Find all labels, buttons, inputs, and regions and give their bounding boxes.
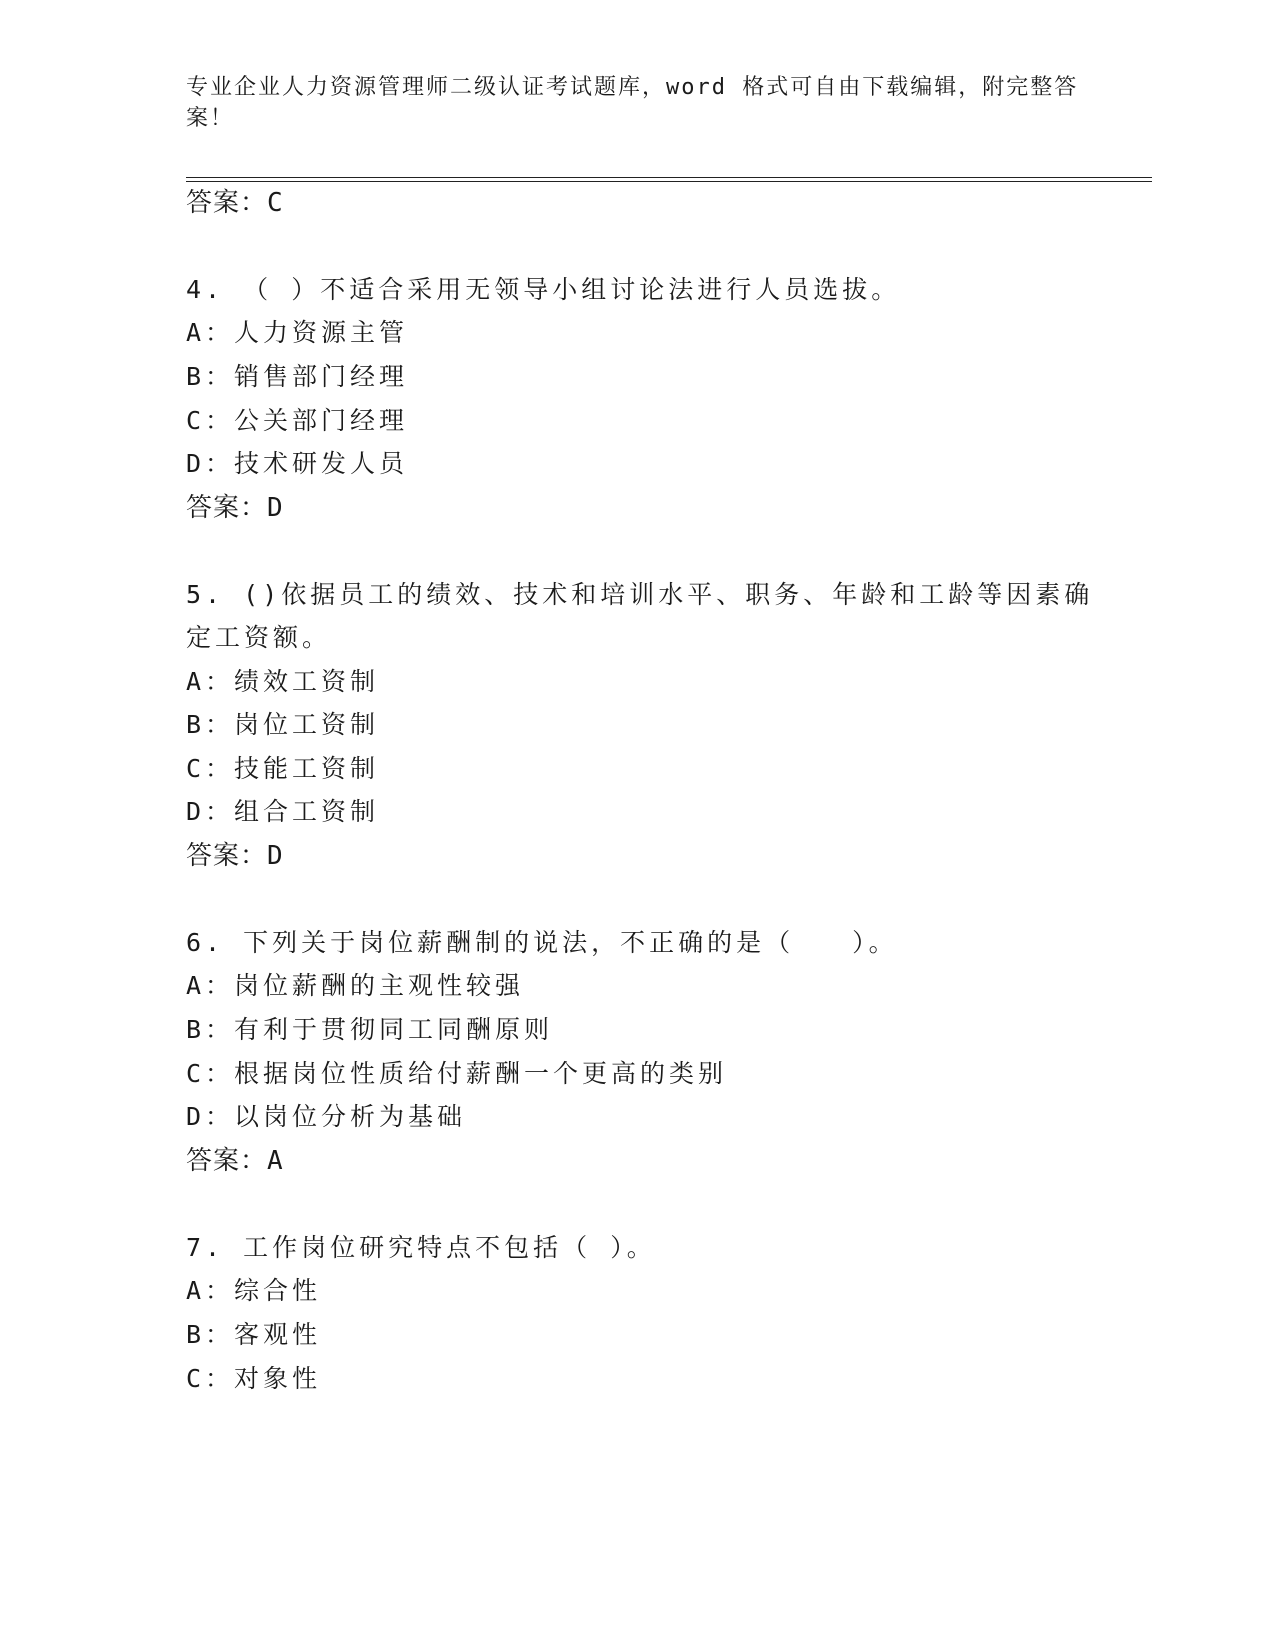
- question-6-answer: [186, 1146, 284, 1176]
- question-4-option-a: A：人力资源主管: [186, 318, 409, 347]
- question-6-option-c: C：根据岗位性质给付薪酬一个更高的类别: [186, 1059, 728, 1088]
- answer-value: A: [267, 1146, 284, 1176]
- document-header: 专业企业人力资源管理师二级认证考试题库，word 格式可自由下载编辑，附完整答案！: [186, 75, 1079, 131]
- question-7-option-b: B：客观性: [186, 1320, 322, 1349]
- answer-value: D: [267, 493, 284, 523]
- question-4-stem: 4. （ ）不适合采用无领导小组讨论法进行人员选拔。: [186, 275, 901, 304]
- question-7-option-c: C：对象性: [186, 1364, 322, 1393]
- answer-label: 答案：: [186, 841, 268, 871]
- answer-label: 答案：: [186, 1146, 268, 1176]
- question-5-option-d: D：组合工资制: [186, 797, 380, 826]
- question-5-option-a: A：绩效工资制: [186, 667, 380, 696]
- question-7-stem: 7. 工作岗位研究特点不包括（ ）。: [186, 1233, 656, 1262]
- question-5-option-c: C：技能工资制: [186, 754, 380, 783]
- question-5-stem-line-2: 定工资额。: [186, 623, 332, 652]
- answer-value: D: [267, 841, 284, 871]
- answer-label: 答案：: [186, 493, 268, 523]
- question-6-option-b: B：有利于贯彻同工同酬原则: [186, 1015, 554, 1044]
- question-4-option-d: D：技术研发人员: [186, 449, 409, 478]
- question-6-option-a: A：岗位薪酬的主观性较强: [186, 971, 525, 1000]
- question-4-option-c: C：公关部门经理: [186, 406, 409, 435]
- answer-value: C: [267, 188, 284, 218]
- header-divider: [186, 177, 1152, 182]
- question-4-option-b: B：销售部门经理: [186, 362, 409, 391]
- question-4-answer: [186, 493, 284, 523]
- answer-label: 答案：: [186, 188, 268, 218]
- question-5-option-b: B：岗位工资制: [186, 710, 380, 739]
- question-6-option-d: D：以岗位分析为基础: [186, 1102, 467, 1131]
- answer-prev: [186, 188, 284, 218]
- question-5-answer: [186, 841, 284, 871]
- question-7-option-a: A：综合性: [186, 1276, 322, 1305]
- question-6-stem: 6. 下列关于岗位薪酬制的说法，不正确的是（ ）。: [186, 928, 898, 957]
- question-5-stem-line-1: 5. ()依据员工的绩效、技术和培训水平、职务、年龄和工龄等因素确: [186, 580, 1094, 609]
